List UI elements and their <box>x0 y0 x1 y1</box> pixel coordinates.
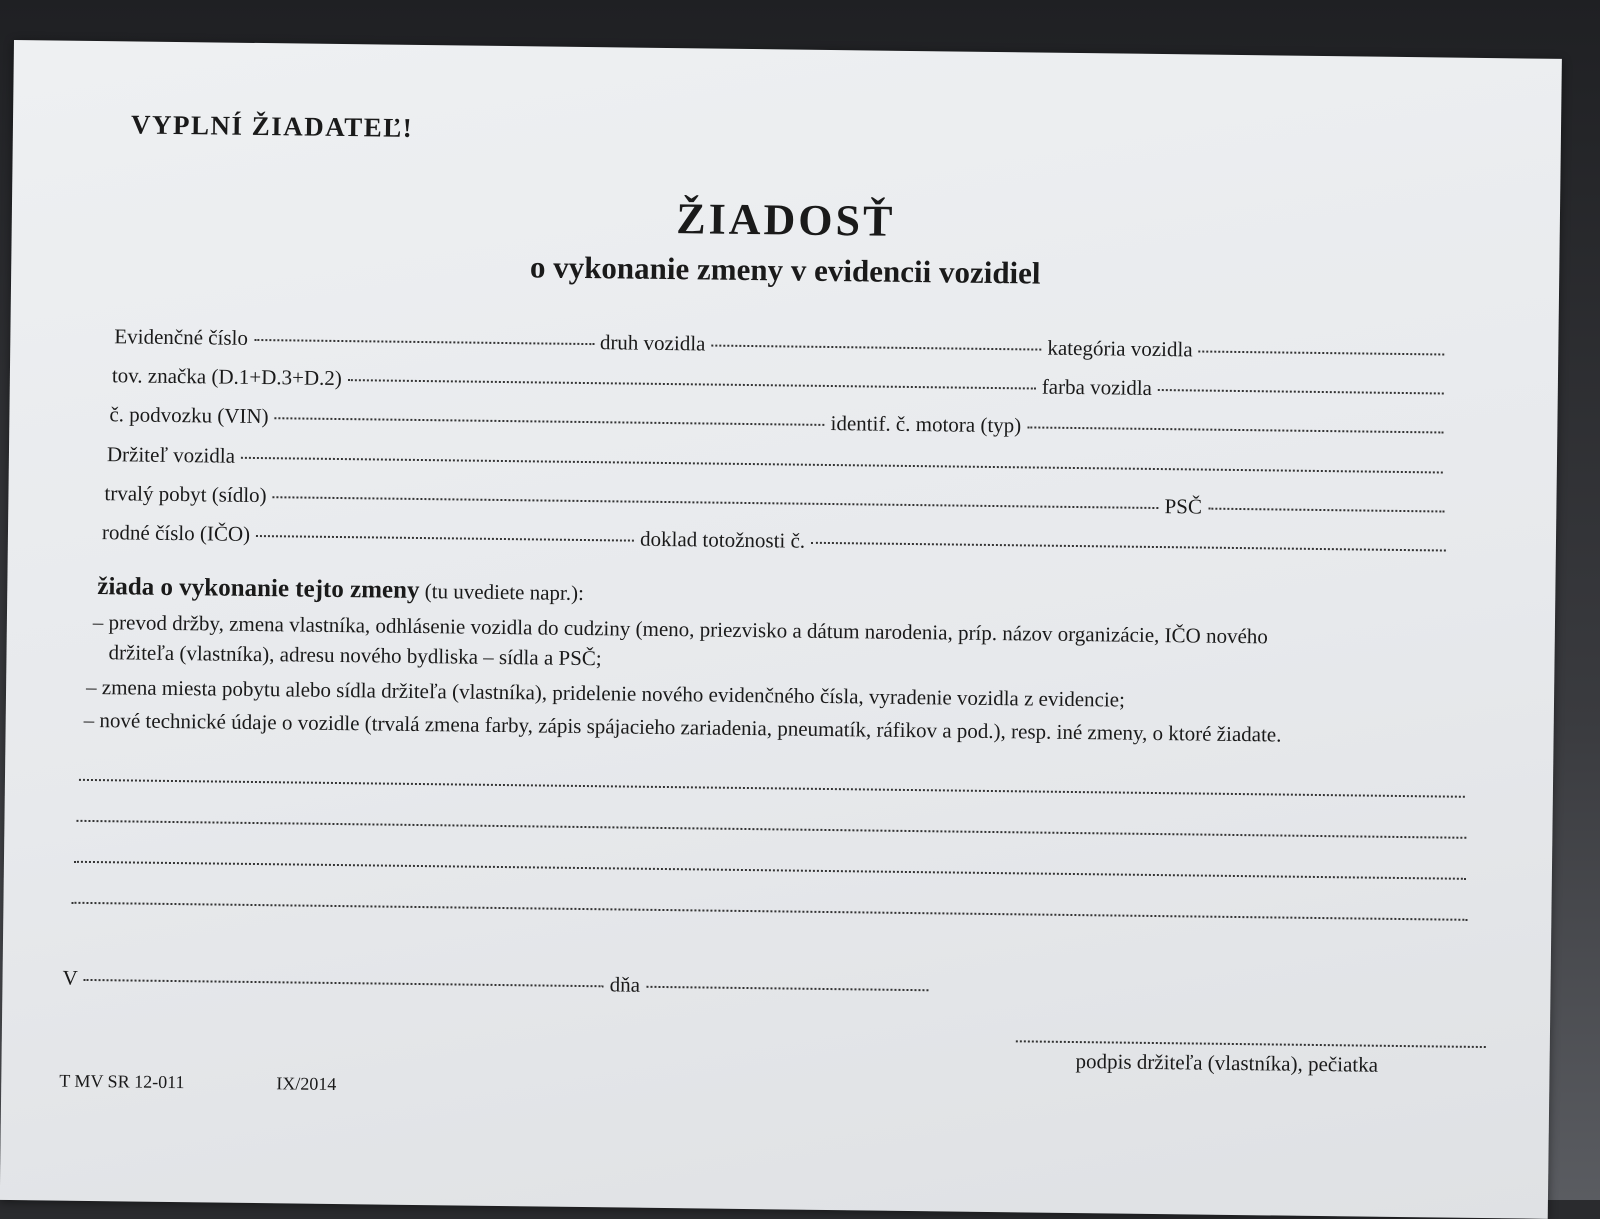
signature-label: podpis držiteľa (vlastníka), pečiatka <box>1075 1049 1379 1077</box>
label-place: V <box>62 965 78 990</box>
field-kategoria-vozidla[interactable] <box>1199 350 1445 355</box>
label-tov-znacka: tov. značka (D.1+D.3+D.2) <box>111 363 342 391</box>
label-drzitel: Držiteľ vozidla <box>106 442 236 468</box>
label-psc: PSČ <box>1164 494 1203 519</box>
row-address <box>104 481 1444 522</box>
label-kategoria-vozidla: kategória vozidla <box>1047 335 1193 362</box>
request-hint: (tu uvediete napr.): <box>424 579 585 606</box>
field-farba-vozidla[interactable] <box>1158 389 1444 394</box>
row-brand <box>112 363 1444 404</box>
request-item-1-line-1: – prevod držby, zmena vlastníka, odhlásenie vozidla do cudziny (meno, priezvisko a dátum narodenia, príp. názov organizácie, IČO nového <box>92 610 1269 649</box>
field-psc[interactable] <box>1208 508 1444 513</box>
row-vin <box>109 402 1443 443</box>
field-pobyt[interactable] <box>273 496 1159 509</box>
request-item-1-line-2: držiteľa (vlastníka), adresu nového bydliska – sídla a PSČ; <box>108 640 602 671</box>
field-evidencne-cislo[interactable] <box>254 339 594 345</box>
label-podvozok: č. podvozku (VIN) <box>109 402 269 429</box>
field-tov-znacka[interactable] <box>348 379 1036 389</box>
row-holder <box>107 442 1443 483</box>
field-drzitel[interactable] <box>241 457 1443 474</box>
form-subtitle: o vykonanie zmeny v evidencii vozidiel <box>529 249 1041 291</box>
field-druh-vozidla[interactable] <box>711 345 1041 351</box>
row-vehicle-id <box>114 324 1444 365</box>
label-rodne-cislo: rodné číslo (IČO) <box>101 520 251 546</box>
fill-notice: VYPLNÍ ŽIADATEĽ! <box>130 109 414 143</box>
label-farba-vozidla: farba vozidla <box>1041 374 1153 400</box>
row-birth-number <box>102 520 1446 561</box>
label-pobyt: trvalý pobyt (sídlo) <box>104 481 267 508</box>
field-place[interactable] <box>84 979 604 987</box>
row-place-date <box>62 966 928 1002</box>
free-text-line[interactable] <box>74 861 1466 880</box>
free-text-line[interactable] <box>71 902 1467 921</box>
free-text-line[interactable] <box>76 820 1466 839</box>
field-rodne-cislo[interactable] <box>256 535 634 542</box>
free-text-line[interactable] <box>79 779 1465 798</box>
label-druh-vozidla: druh vozidla <box>599 330 706 356</box>
label-evidencne-cislo: Evidenčné číslo <box>114 324 249 350</box>
field-date[interactable] <box>646 986 929 991</box>
form-version: IX/2014 <box>276 1073 337 1095</box>
label-doklad: doklad totožnosti č. <box>639 526 806 553</box>
label-motor: identif. č. motora (typ) <box>830 411 1022 438</box>
request-item-2: – zmena miesta pobytu alebo sídla držiteľa (vlastníka), pridelenie nového evidenčného čísla, vyradenie vozidla z evidencie; <box>85 674 1126 712</box>
request-item-3: – nové technické údaje o vozidle (trvalá zmena farby, zápis spájacieho zariadenia, pneumatík, ráfikov a pod.), resp. iné zmeny, o ktoré žiadate. <box>83 707 1282 747</box>
signature-line[interactable] <box>1016 1040 1486 1048</box>
field-vin[interactable] <box>275 417 825 426</box>
label-date: dňa <box>609 972 641 997</box>
form-title: ŽIADOSŤ <box>676 194 896 246</box>
request-heading-line <box>97 573 584 607</box>
field-doklad[interactable] <box>811 542 1446 552</box>
form-code: T MV SR 12-011 <box>59 1070 185 1093</box>
request-heading: žiada o vykonanie tejto zmeny <box>97 573 420 604</box>
field-motor[interactable] <box>1027 426 1443 433</box>
form-sheet <box>0 40 1562 1219</box>
